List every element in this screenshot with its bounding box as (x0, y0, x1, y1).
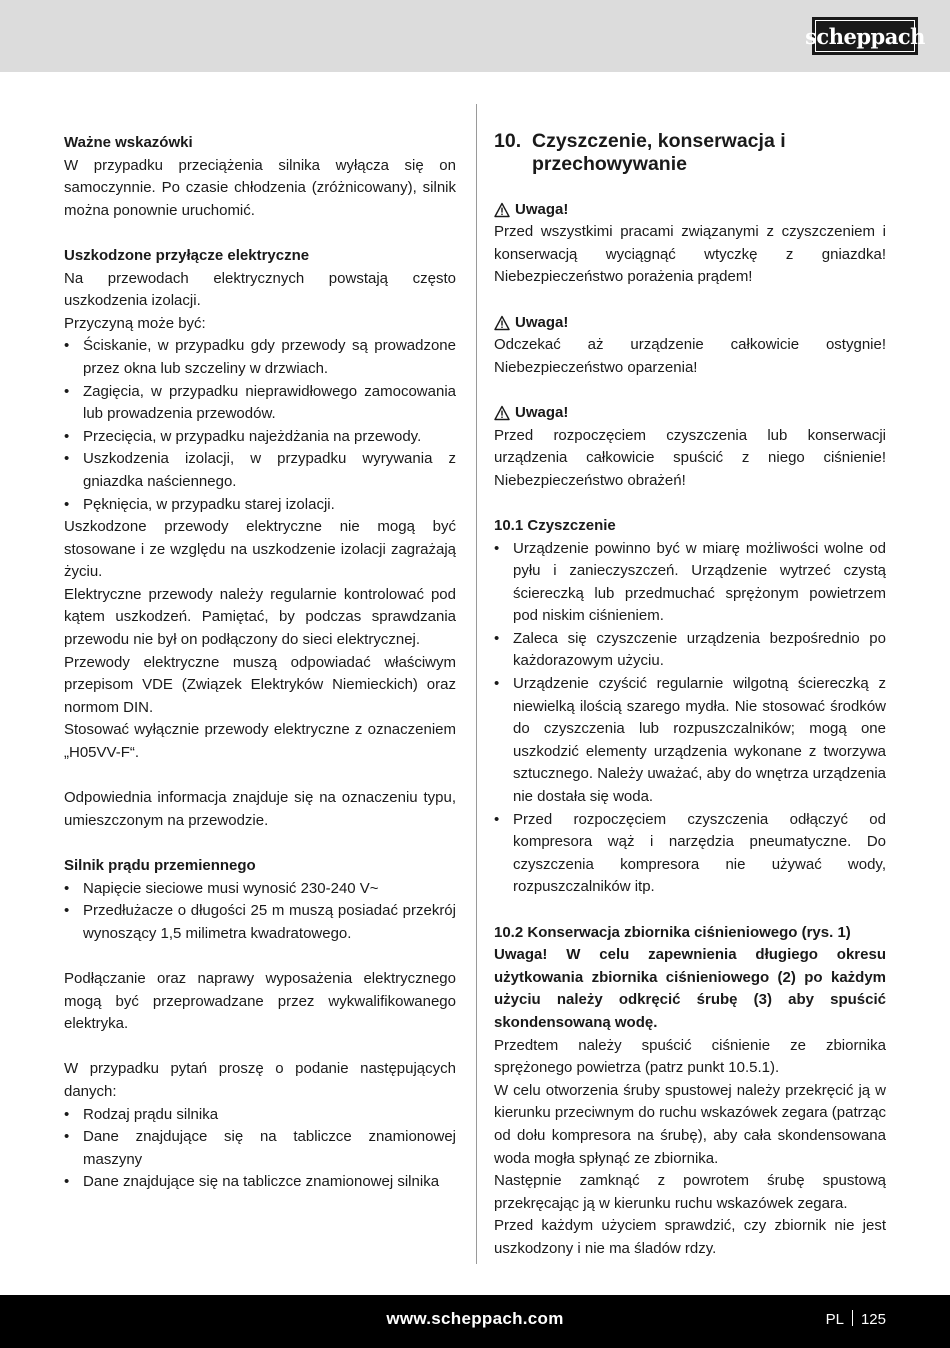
warning-text: Przed rozpoczęciem czyszczenia lub konserwacji urządzenia całkowicie spuścić z niego ciśnienie! Niebezpieczeństwo obrażeń! (494, 426, 886, 489)
list-item: • Napięcie sieciowe musi wynosić 230-240 V~ (64, 878, 456, 901)
paragraph: W przypadku pytań proszę o podanie następujących danych: (64, 1060, 456, 1100)
causes-list (64, 335, 456, 516)
paragraph: Podłączanie oraz naprawy wyposażenia elektrycznego mogą być przeprowadzane przez wykwalifikowanego elektryka. (64, 969, 456, 1033)
list-item: • Urządzenie czyścić regularnie wilgotną ściereczką z niewielką ilością szarego mydła. Nie stosować środków do czyszczenia lub rozpuszczalników; mogą one uszkodzić elementy urządzenia wykonane z tworzywa sztucznego. Należy uważać, aby do wnętrza urządzenia nie dostała się woda. (494, 673, 886, 809)
paragraph: Na przewodach elektrycznych powstają często uszkodzenia izolacji. (64, 269, 456, 310)
paragraph: Elektryczne przewody należy regularnie kontrolować pod kątem uszkodzeń. Pamiętać, by podczas sprawdzania przewodu nie był on podłączony do sieci elektrycznej. (64, 585, 456, 649)
paragraph: Odpowiednia informacja znajduje się na oznaczeniu typu, umieszczonym na przewodzie. (64, 789, 456, 829)
column-divider (476, 104, 477, 1264)
footer-bar (0, 1295, 950, 1348)
list-item: • Przecięcia, w przypadku najeżdżania na przewody. (64, 426, 456, 449)
ac-motor-list (64, 878, 456, 946)
list-item: • Przed rozpoczęciem czyszczenia odłączyć od kompresora wąż i narzędzia pneumatyczne. Do czyszczenia kompresora nie używać wody, rozpuszczalników itp. (494, 809, 886, 899)
page-number: 125 (860, 1311, 886, 1328)
paragraph: Przed każdym użyciem sprawdzić, czy zbiornik nie jest uszkodzony i nie ma śladów rdzy. (494, 1217, 886, 1257)
cleaning-list (494, 538, 886, 900)
paragraph: Uszkodzone przewody elektryczne nie mogą być stosowane i ze względu na uszkodzenie izolacji zagrażają życiu. (64, 518, 456, 581)
list-item: • Ściskanie, w przypadku gdy przewody są prowadzone przez okna lub szczeliny w drzwiach. (64, 335, 456, 380)
paragraph: Przyczyną może być: (64, 314, 206, 332)
heading-tank-maintenance: 10.2 Konserwacja zbiornika ciśnieniowego (rys. 1) (494, 923, 851, 941)
list-item: • Przedłużacze o długości 25 m muszą posiadać przekrój wynoszący 1,5 milimetra kwadratowego. (64, 900, 456, 945)
section-number: 10. (494, 130, 522, 152)
list-item: • Dane znajdujące się na tabliczce znamionowej maszyny (64, 1126, 456, 1171)
website-link[interactable]: www.scheppach.com (386, 1309, 564, 1328)
page-indicator (826, 1310, 886, 1328)
paragraph: W przypadku przeciążenia silnika wyłącza się on samoczynnie. Po czasie chłodzenia (zróżnicowany), silnik można ponownie uruchomić. (64, 156, 456, 219)
list-item: • Urządzenie powinno być w miarę możliwości wolne od pyłu i zanieczyszczeń. Urządzenie wytrzeć czystą ściereczką lub przedmuchać sprężonym powietrzem pod niskim ciśnieniem. (494, 538, 886, 628)
header-bar (0, 0, 950, 72)
paragraph: Przedtem należy spuścić ciśnienie ze zbiornika sprężonego powietrza (patrz punkt 10.5.1). (494, 1036, 886, 1077)
list-item: • Zaleca się czyszczenie urządzenia bezpośrednio po każdorazowym użyciu. (494, 628, 886, 673)
bold-notice: Uwaga! W celu zapewnienia długiego okresu użytkowania zbiornika ciśnieniowego (2) po każdym użyciu należy odkręcić śrubę (3) aby spuścić skondensowaną wodę. (494, 946, 886, 1031)
heading-ac-motor: Silnik prądu przemiennego (64, 857, 256, 874)
section-title (494, 130, 886, 176)
heading-damaged-connection: Uszkodzone przyłącze elektryczne (64, 246, 310, 264)
warning-text: Przed wszystkimi pracami związanymi z czyszczeniem i konserwacją wyciągnąć wtyczkę z gniazdka! Niebezpieczeństwo porażenia prądem! (494, 223, 886, 286)
warning-heading: Uwaga! (494, 312, 886, 335)
paragraph: W celu otworzenia śruby spustowej należy przekręcić ją w kierunku przeciwnym do ruchu wskazówek zegara (patrząc od dołu kompresora na śrubę), aby cała skondensowana woda mogła spłynąć ze zbiornika. (494, 1081, 886, 1167)
warning-triangle-icon (494, 315, 510, 331)
heading-cleaning: 10.1 Czyszczenie (494, 516, 616, 534)
list-item: • Pęknięcia, w przypadku starej izolacji. (64, 494, 456, 517)
warning-triangle-icon (494, 405, 510, 421)
paragraph: Przewody elektryczne muszą odpowiadać właściwym przepisom VDE (Związek Elektryków Niemieckich) oraz normom DIN. (64, 653, 456, 716)
left-column (64, 132, 456, 1194)
paragraph: Stosować wyłącznie przewody elektryczne z oznaczeniem „H05VV-F“. (64, 721, 456, 762)
language-code: PL (825, 1311, 844, 1328)
data-request-list (64, 1104, 456, 1194)
warning-heading: Uwaga! (494, 402, 886, 425)
warning-heading: Uwaga! (494, 199, 886, 222)
list-item: • Zagięcia, w przypadku nieprawidłowego zamocowania lub prowadzenia przewodów. (64, 381, 456, 426)
paragraph: Następnie zamknąć z powrotem śrubę spustową przekręcając ją w kierunku ruchu wskazówek zegara. (494, 1172, 886, 1212)
warning-triangle-icon (494, 202, 510, 218)
heading-important-notes: Ważne wskazówki (64, 134, 193, 151)
list-item: • Rodzaj prądu silnika (64, 1104, 456, 1127)
warning-text: Odczekać aż urządzenie całkowicie ostygnie! Niebezpieczeństwo oparzenia! (494, 336, 886, 376)
right-column (494, 132, 886, 1261)
list-item: • Uszkodzenia izolacji, w przypadku wyrywania z gniazdka naściennego. (64, 448, 456, 493)
list-item: • Dane znajdujące się na tabliczce znamionowej silnika (64, 1171, 456, 1194)
section-title-text: Czyszczenie, konserwacja i przechowywanie (532, 130, 786, 175)
brand-logo: scheppach (812, 17, 918, 55)
